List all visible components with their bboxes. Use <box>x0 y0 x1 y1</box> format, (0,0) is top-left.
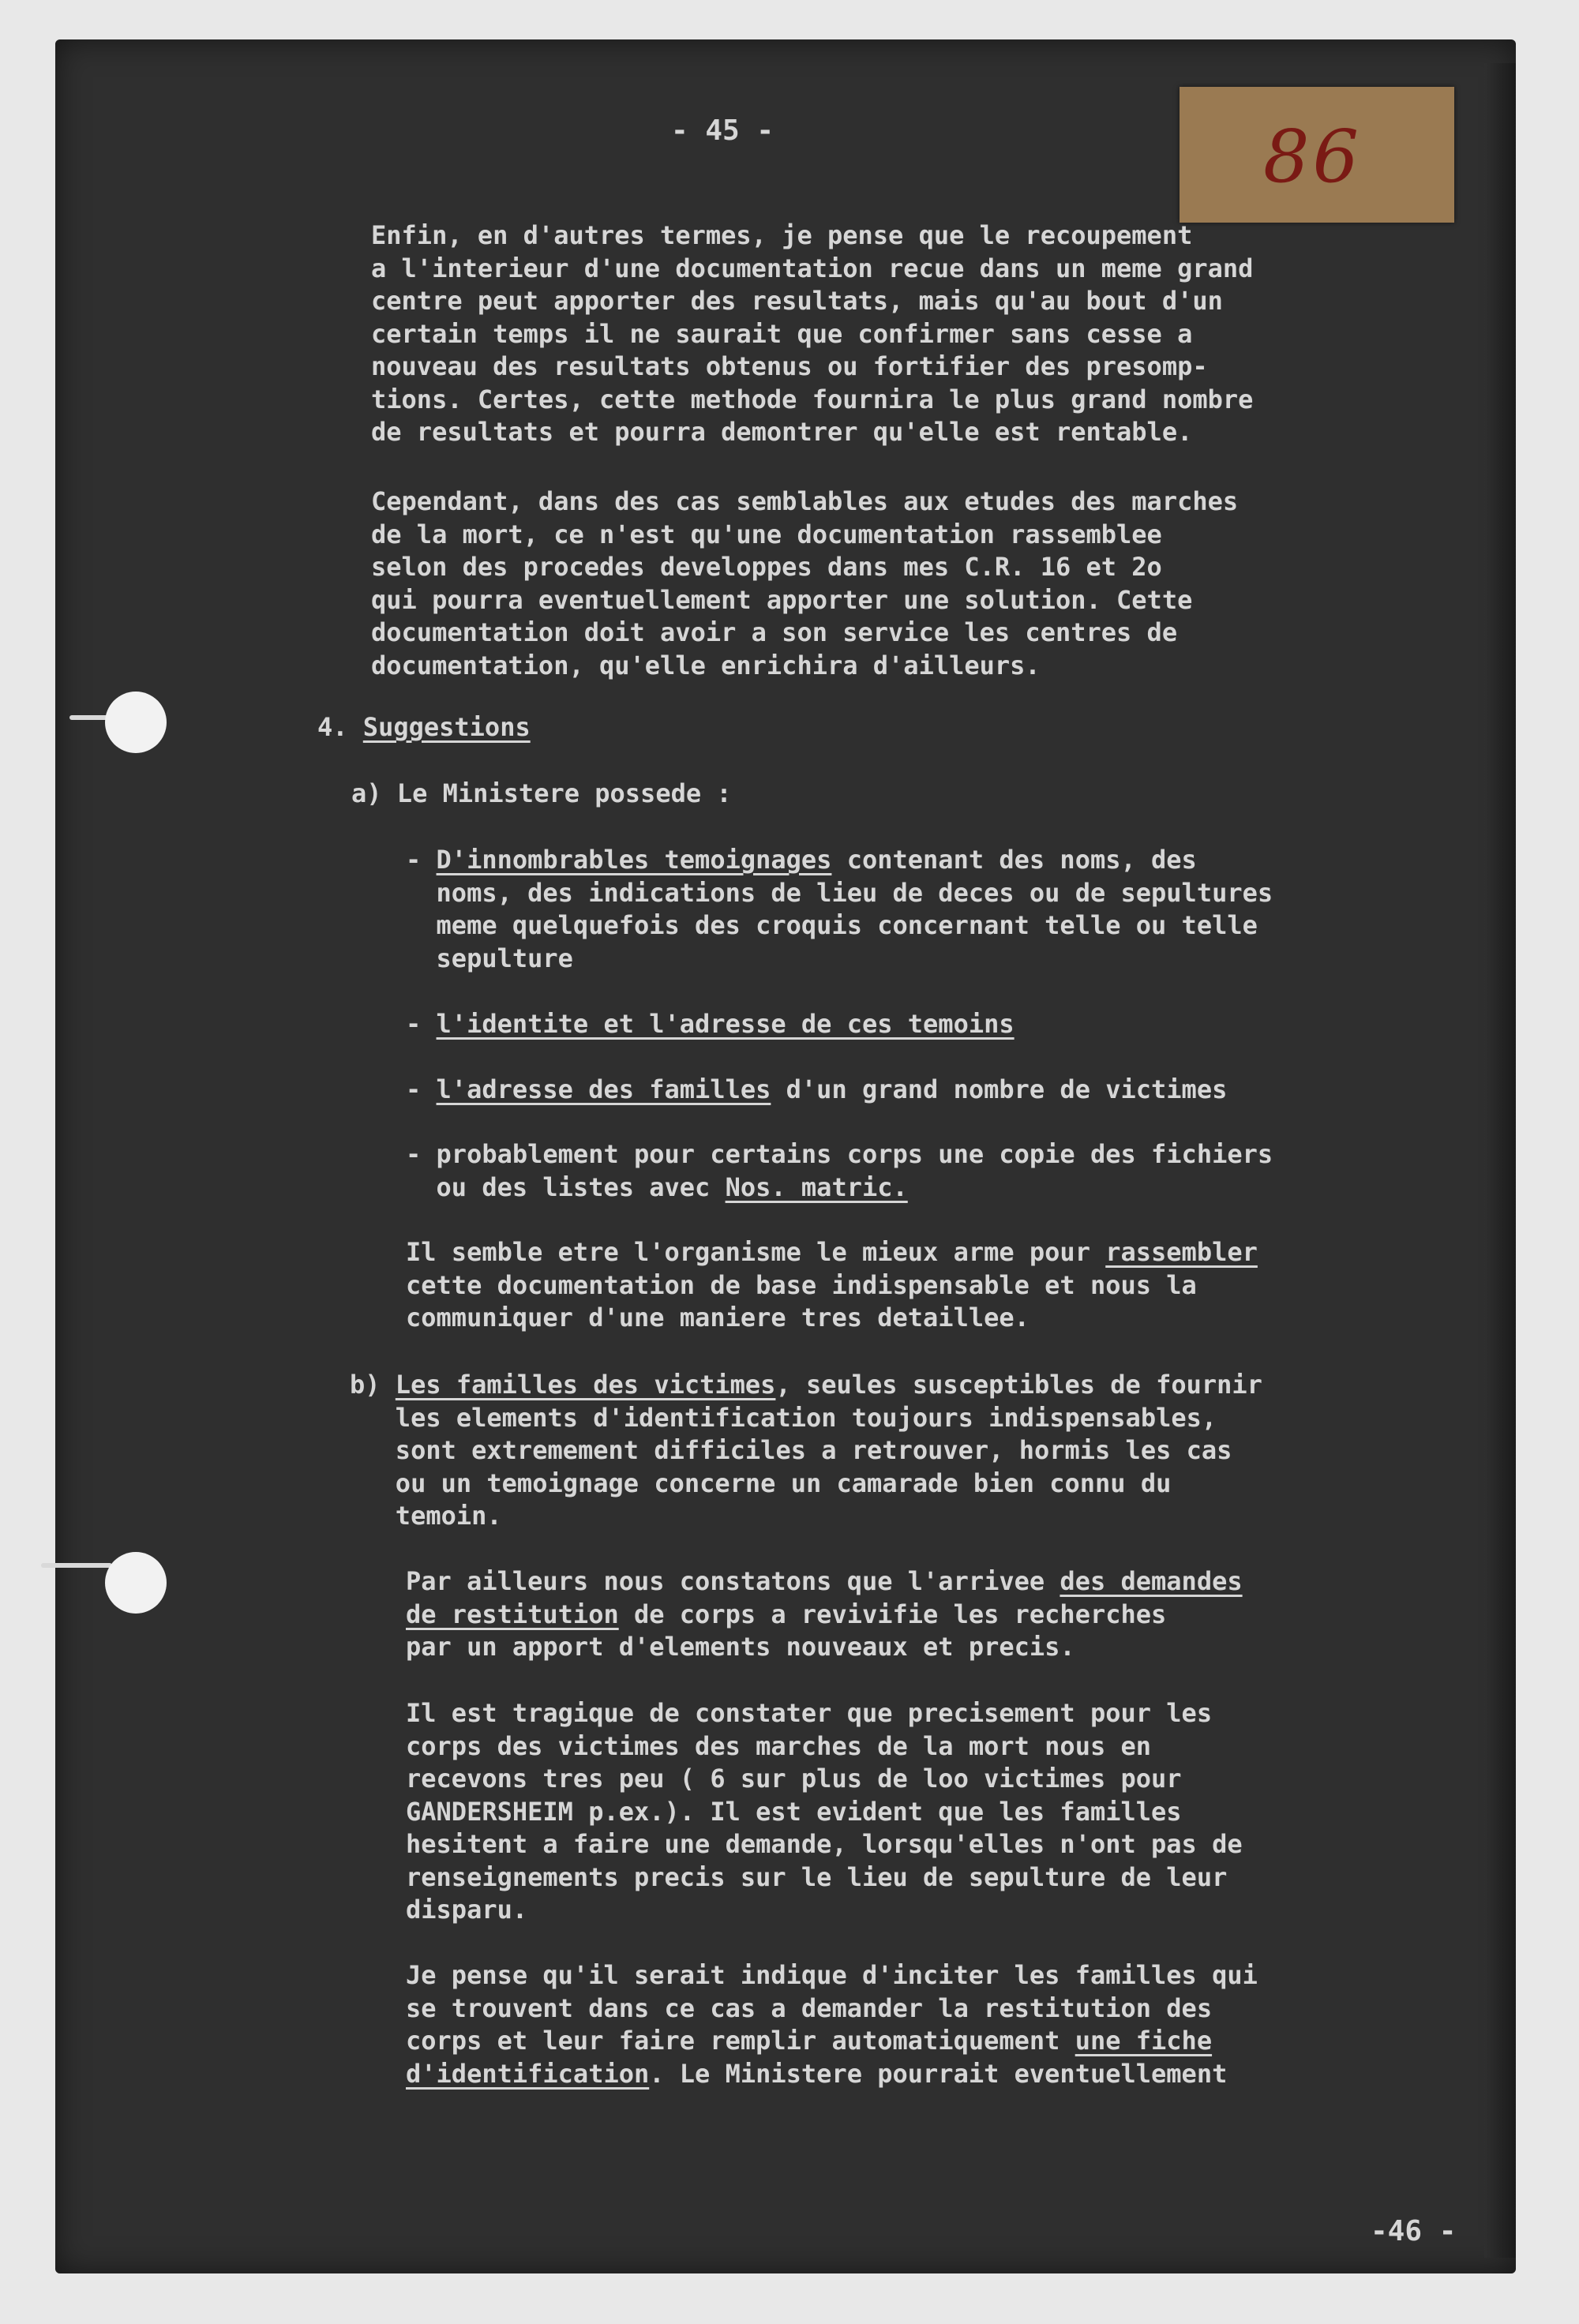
page-number-header: - 45 - <box>671 114 774 147</box>
paragraph-cependant: Cependant, dans des cas semblables aux etudes des marches de la mort, ce n'est qu'une documentation rassemblee selon des procedes developpes dans mes C.R. 16 et 2o qui pourra eventuellement apporter une solution. Cette documentation doit avoir a son service les centres de documentation, qu'elle enrichira d'ailleurs. <box>371 486 1239 680</box>
page-edge-shadow <box>1484 63 1516 2258</box>
paragraph-par-ailleurs: Par ailleurs nous constatons que l'arrivee des demandes de restitution de corps a revivifie les recherches par un apport d'elements nouveaux et precis. <box>406 1566 1243 1662</box>
paragraph-tragique: Il est tragique de constater que precisement pour les corps des victimes des marches de la mort nous en recevons tres peu ( 6 sur plus de loo victimes pour GANDERSHEIM p.ex.). Il est evident que les familles hesitent a faire une demande, lorsqu'elles n'ont pas de renseignements precis sur le lieu de sepulture de leur disparu. <box>406 1698 1243 1925</box>
section-heading-suggestions: 4. Suggestions <box>317 712 531 742</box>
item-b-familles: b) Les familles des victimes, seules susceptibles de fournir les elements d'identification toujours indispensables, sont extremement difficiles a retrouver, hormis les cas ou un temoignage concerne un camarade bien connu du temoin. <box>350 1370 1262 1531</box>
paragraph-je-pense: Je pense qu'il serait indique d'inciter les familles qui se trouvent dans ce cas a demander la restitution des corps et leur faire remplir automatiquement une fiche d'identification. Le Ministere pourrait eventuellement <box>406 1960 1258 2089</box>
section-title: Suggestions <box>362 712 531 742</box>
punch-hole-tear <box>41 1563 112 1568</box>
page-number-footer: -46 - <box>1371 2215 1457 2247</box>
item-a-intro: a) Le Ministere possede : <box>351 778 732 808</box>
paragraph-organisme: Il semble etre l'organisme le mieux arme pour rassembler cette documentation de base indispensable et nous la communiquer d'une maniere tres detaillee. <box>406 1237 1258 1333</box>
punch-hole <box>105 692 167 753</box>
punch-hole <box>105 1552 167 1614</box>
bullet-identite-temoins: - l'identite et l'adresse de ces temoins <box>406 1009 1015 1039</box>
paragraph-enfin: Enfin, en d'autres termes, je pense que le recoupement a l'interieur d'une documentation recue dans un meme grand centre peut apporter des resultats, mais qu'au bout d'un certain temps il ne saurait que confirmer sans cesse a nouveau des resultats obtenus ou fortifier des presomp- tions. Certes, cette methode fournira le plus grand nombre de resultats et pourra demontrer qu'elle est rentable. <box>371 220 1254 447</box>
bullet-temoignages: - D'innombrables temoignages contenant des noms, des noms, des indications de lieu de deces ou de sepultures meme quelquefois des croquis concernant telle ou telle sepulture <box>406 845 1273 973</box>
bullet-adresse-familles: - l'adresse des familles d'un grand nombre de victimes <box>406 1074 1228 1104</box>
archive-number: 86 <box>1263 114 1363 199</box>
bullet-fichiers: - probablement pour certains corps une copie des fichiers ou des listes avec Nos. matric. <box>406 1139 1273 1202</box>
